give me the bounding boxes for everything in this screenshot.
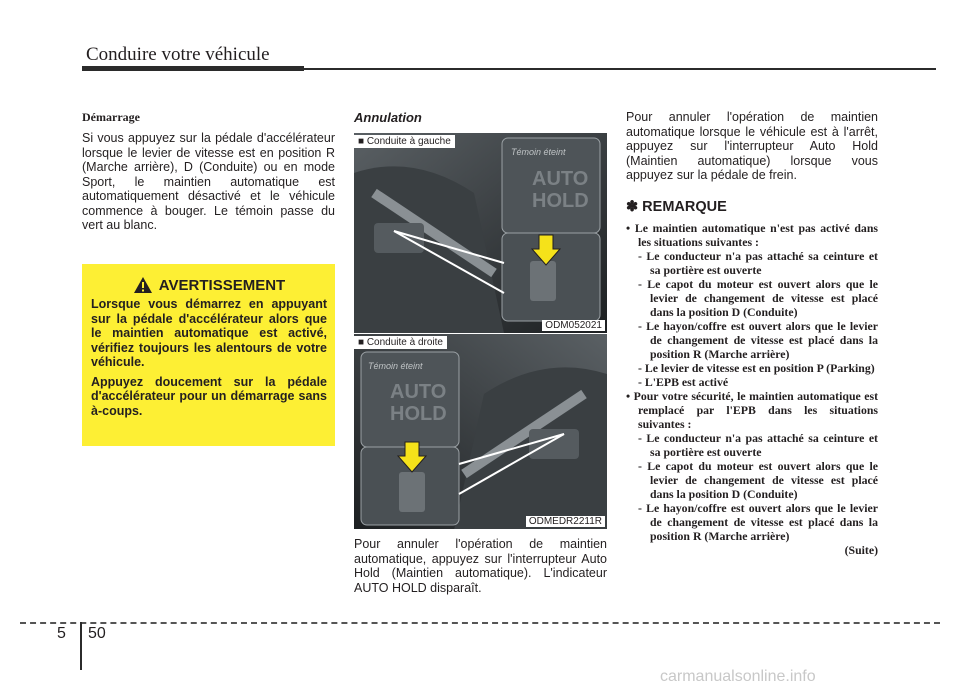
photo-left-hand-drive [354, 133, 607, 333]
section-number: 5 [57, 625, 66, 642]
header-rule-thick [82, 66, 304, 71]
remarque-note [626, 221, 878, 557]
photo-right-hand-drive [354, 333, 607, 529]
hold-text-2: HOLD [390, 403, 447, 425]
indicator-label-1: Témoin éteint [511, 147, 566, 157]
header-rule-thin [304, 68, 936, 70]
auto-text-1: AUTO [532, 168, 589, 190]
indicator-label-2: Témoin éteint [368, 361, 423, 371]
warning-box [82, 264, 335, 446]
hold-text-1: HOLD [532, 190, 589, 212]
section-heading-demarrage: Démarrage [82, 110, 140, 124]
photo-code-lhd: ODM052021 [542, 320, 605, 331]
note-list-item: - Le conducteur n'a pas attaché sa ceinture et sa portière est ouverte [638, 430, 878, 459]
note-list-item: - Le levier de vitesse est en position P (Parking) [638, 360, 875, 375]
note-list-item: - L'EPB est activé [638, 374, 729, 389]
console-illustration-lhd [354, 133, 607, 333]
watermark: carmanualsonline.info [660, 668, 816, 685]
warning-header [91, 276, 327, 294]
page-header-title: Conduire votre véhicule [86, 44, 270, 65]
column-2 [354, 110, 607, 125]
frein-paragraph: Pour annuler l'opération de maintien automatique lorsque le véhicule est à l'arrêt, appuyez sur l'interrupteur Auto Hold (Maintien automatique) lorsque vous appuyez sur la pédale de frein. [626, 110, 878, 182]
console-illustration-rhd [354, 334, 607, 529]
warning-triangle-icon [133, 276, 153, 294]
note-list-item: - Le hayon/coffre est ouvert alors que le levier de changement de vitesse est placé dans la position R (Marche arrière) [638, 318, 878, 361]
photo-code-rhd: ODMEDR2211R [526, 516, 605, 527]
suite-label: (Suite) [844, 542, 878, 557]
annulation-paragraph: Pour annuler l'opération de maintien automatique, appuyez sur l'interrupteur Auto Hold (Maintien automatique). L'indicateur AUTO HOLD disparaît. [354, 537, 607, 595]
footer-dashed-rule [20, 622, 940, 624]
note-list-item: - Le capot du moteur est ouvert alors que le levier de changement de vitesse est placé dans la position D (Conduite) [638, 458, 878, 501]
warning-text-1: Lorsque vous démarrez en appuyant sur la pédale d'accélérateur alors que le maintien automatique est activé, vérifiez toujours les alentours de votre véhicule. [91, 297, 327, 369]
column-1 [82, 110, 335, 233]
remarque-heading: ✽ REMARQUE [626, 198, 727, 215]
note-bullet-1: • Le maintien automatique n'est pas activé dans les situations suivantes : [626, 220, 878, 249]
warning-text-2: Appuyez doucement sur la pédale d'accélérateur pour un démarrage sans à-coups. [91, 374, 327, 418]
photo-label-lhd: ■ Conduite à gauche [354, 135, 455, 148]
footer-vertical-rule [80, 622, 82, 670]
note-list-item: - Le hayon/coffre est ouvert alors que le levier de changement de vitesse est placé dans la position R (Marche arrière) [638, 500, 878, 543]
column-3 [626, 110, 878, 557]
note-list-item: - Le conducteur n'a pas attaché sa ceinture et sa portière est ouverte [638, 248, 878, 277]
section-heading-annulation: Annulation [354, 110, 422, 125]
annulation-paragraph-block [354, 537, 607, 595]
warning-title: AVERTISSEMENT [158, 276, 286, 294]
demarrage-paragraph: Si vous appuyez sur la pédale d'accélérateur lorsque le levier de vitesse est en position R (Marche arrière), D (Conduite) ou en mode Sport, le maintien automatique est automatiquement désactivé et le véhicule commence à bouger. Le témoin passe du vert au blanc. [82, 131, 335, 232]
photo-label-rhd: ■ Conduite à droite [354, 336, 447, 349]
note-list-item: - Le capot du moteur est ouvert alors que le levier de changement de vitesse est placé dans la position D (Conduite) [638, 276, 878, 319]
auto-text-2: AUTO [390, 381, 447, 403]
page-number: 50 [88, 625, 106, 642]
note-bullet-2: • Pour votre sécurité, le maintien automatique est remplacé par l'EPB dans les situations suivantes : [626, 388, 878, 431]
